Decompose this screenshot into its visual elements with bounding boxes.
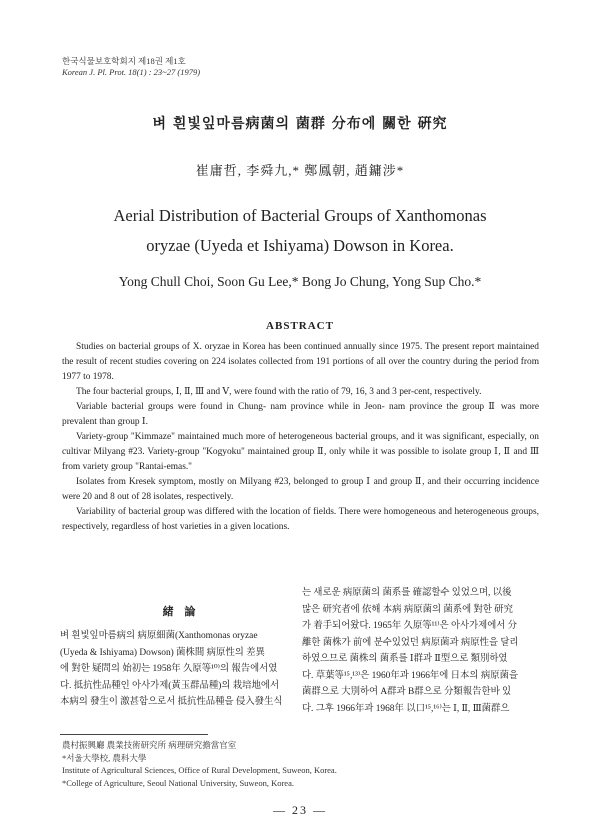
english-title-line2: oryzae (Uyeda et Ishiyama) Dowson in Korea. [146,236,454,255]
journal-citation [62,56,200,78]
right-column [302,585,546,717]
section-heading: 緒 論 [162,606,200,618]
abstract-paragraph: Isolates from Kresek symptom, mostly on Milyang #23, belonged to group Ⅰ and group Ⅱ, and their occurring incidence were 20 and 8 out of 28 isolates, respectively. [62,477,539,502]
page-number: — 23 — [273,803,327,817]
abstract-paragraph: Variable bacterial groups were found in Chung- nam province while in Jeon- nam province the group Ⅱ was more prevalent than group Ⅰ. [62,402,539,427]
abstract-paragraph: The four bacterial groups, Ⅰ, Ⅱ, Ⅲ and Ⅴ, were found with the ratio of 79, 16, 3 and 3 per-cent, respectively. [76,387,482,397]
english-title-line1: Aerial Distribution of Bacterial Groups of Xanthomonas [113,206,487,225]
right-line: 하였으므로 菌株의 菌系를 Ⅰ群과 Ⅱ型으로 類別하였 [302,654,508,664]
right-line: 다. 그후 1966年과 1968年 以口¹⁵,¹⁶⁾는 Ⅰ, Ⅱ, Ⅲ菌群으 [302,703,510,714]
left-line: 벼 흰빛잎마름病의 病原細菌(Xanthomonas oryzae [60,631,258,641]
footnote: *College of Agriculture, Seoul National University, Suweon, Korea. [62,777,294,788]
english-title [0,201,600,261]
footnotes [62,739,337,789]
abstract-heading: ABSTRACT [266,320,334,332]
right-line: 다. 草葉等¹⁵,¹³⁾은 1960年과 1966年에 日本의 病原菌을 [302,670,518,681]
right-line: 離한 菌株가 前에 분수있었던 病原菌과 病原性을 달리 [302,637,519,648]
right-line: 菌群으로 大別하여 A群과 B群으로 分類報告한바 있 [302,687,512,697]
journal-korean: 한국식물보호학회지 제18권 제1호 [62,56,186,66]
abstract-body [62,340,539,535]
left-line: 다. 抵抗性品種인 아사가제(黃玉群品種)의 栽培地에서 [60,680,280,691]
footnote-divider [60,734,208,735]
abstract-paragraph: Studies on bacterial groups of X. oryzae in Korea has been continued annually since 1975. The present report maintained the result of recent studies covering on 224 isolates collected from 191 portions of all over the country during the period from 1977 to 1978. [62,342,539,382]
abstract-paragraph: Variety-group "Kimmaze" maintained much more of heterogeneous bacterial groups, and it was significant, especially, on cultivar Milyang #23. Variety-group "Kogyoku" maintained group Ⅱ, only while it was possible to isolate group Ⅰ, Ⅱ and Ⅲ from variety group "Rantai-emas." [62,432,539,472]
abstract-paragraph: Variability of bacterial group was differed with the location of fields. There were homogeneous and heterogeneous groups, respectively, regardless of host varieties in a given locations. [62,507,539,532]
right-line: 는 새로운 病原菌의 菌系를 確認할수 있었으며, 以後 [302,588,512,598]
footnote: *서울大學校, 農科大學 [62,752,147,763]
journal-english: Korean J. Pl. Prot. 18(1) : 23~27 (1979) [62,67,201,77]
left-line: 에 對한 疑問의 始初는 1958年 久原等¹⁰⁾의 報告에서였 [60,664,278,674]
korean-authors: 崔庸哲, 李舜九,* 鄭鳳朝, 趙鏞涉* [195,163,405,178]
english-authors: Yong Chull Choi, Soon Gu Lee,* Bong Jo Chung, Yong Sup Cho.* [118,274,482,289]
right-line: 많은 研究者에 依해 本病 病原菌의 菌系에 對한 研究 [302,604,514,615]
footnote: Institute of Agricultural Sciences, Office of Rural Development, Suweon, Korea. [62,765,337,775]
footnote: 農村振興廳 農業技術研究所 病理研究擔當官室 [62,740,237,750]
right-line: 가 着手되어왔다. 1965年 久原等¹¹⁾은 아사가제에서 分 [302,621,518,631]
left-line: (Uyeda & Ishiyama) Dowson) 菌株間 病原性의 差異 [60,647,265,658]
korean-title: 벼 흰빛잎마름病菌의 菌群 分布에 關한 硏究 [152,116,448,132]
left-column [60,628,302,711]
left-line: 本病의 發生이 激甚함으로서 抵抗性品種을 侵入發生식 [60,697,283,707]
